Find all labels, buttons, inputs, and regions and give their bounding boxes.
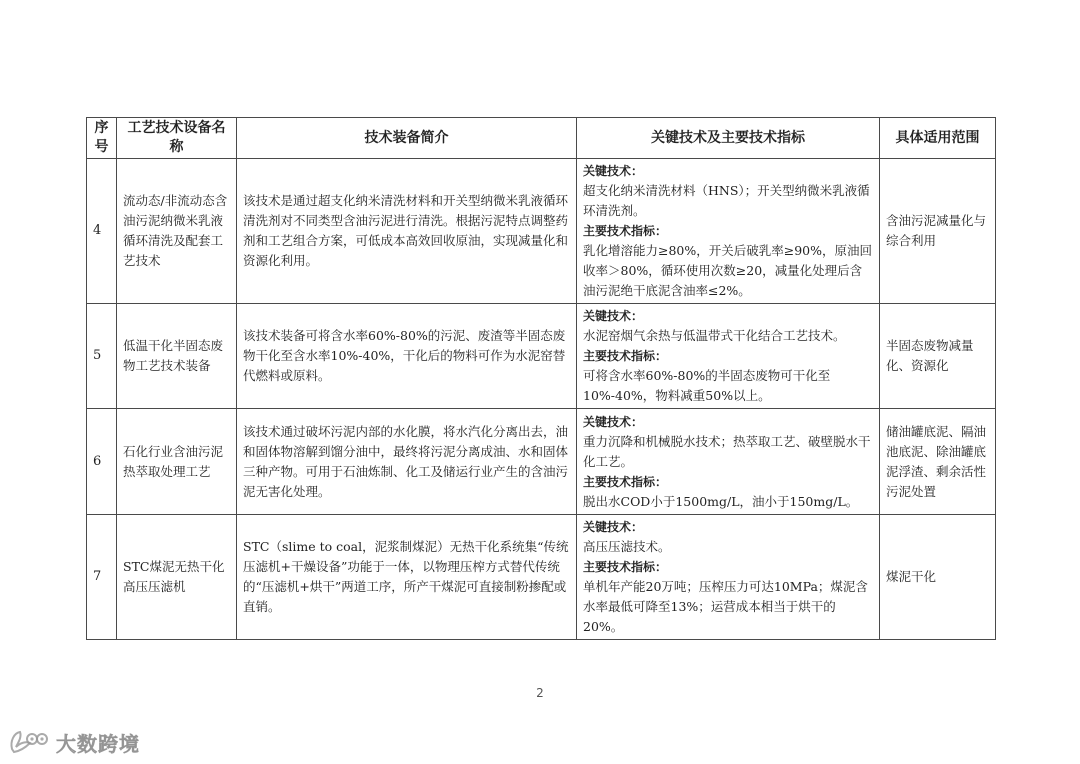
header-intro: 技术装备简介 bbox=[237, 118, 577, 159]
header-key: 关键技术及主要技术指标 bbox=[577, 118, 880, 159]
row-name: 石化行业含油污泥热萃取处理工艺 bbox=[117, 409, 237, 515]
indicator-label: 主要技术指标： bbox=[583, 349, 668, 363]
row-scope: 煤泥干化 bbox=[880, 515, 996, 640]
key-tech-label: 关键技术： bbox=[583, 164, 644, 178]
key-tech-label: 关键技术： bbox=[583, 414, 644, 429]
row-name: STC煤泥无热干化高压压滤机 bbox=[117, 515, 237, 640]
header-scope: 具体适用范围 bbox=[880, 118, 996, 159]
key-tech-text: 水泥窑烟气余热与低温带式干化结合工艺技术。 bbox=[583, 328, 846, 343]
row-number: 5 bbox=[87, 304, 117, 409]
indicator-text: 乳化增溶能力≥80%，开关后破乳率≥90%，原油回收率＞80%，循环使用次数≥20，减量化处理后含油污泥绝干底泥含油率≤2%。 bbox=[583, 243, 873, 298]
row-key-tech bbox=[577, 304, 880, 409]
indicator-label: 主要技术指标： bbox=[583, 224, 668, 238]
watermark-text: 大数跨境 bbox=[56, 731, 140, 756]
indicator-text: 单机年产能20万吨；压榨压力可达10MPa；煤泥含水率最低可降至13%；运营成本相当于烘干的20%。 bbox=[583, 579, 868, 634]
row-number: 7 bbox=[87, 515, 117, 640]
table-row bbox=[87, 159, 996, 304]
key-tech-label: 关键技术： bbox=[583, 520, 644, 534]
indicator-text: 可将含水率60%-80%的半固态废物可干化至10%-40%，物料减重50%以上。 bbox=[583, 368, 831, 403]
row-key-tech bbox=[577, 409, 880, 515]
row-scope: 含油污泥减量化与综合利用 bbox=[880, 159, 996, 304]
table-header-row bbox=[87, 118, 996, 159]
key-tech-label: 关键技术： bbox=[583, 309, 644, 323]
header-name: 工艺技术设备名称 bbox=[117, 118, 237, 159]
row-name: 低温干化半固态废物工艺技术装备 bbox=[117, 304, 237, 409]
row-description: STC（slime to coal，泥浆制煤泥）无热干化系统集“传统压滤机+干燥设备”功能于一体，以物理压榨方式替代传统的“压滤机+烘干”两道工序，所产干煤泥可直接制粉掺配或直销。 bbox=[237, 515, 577, 640]
indicator-text: 脱出水COD小于1500mg/L，油小于150mg/L。 bbox=[583, 493, 859, 509]
table-row bbox=[87, 304, 996, 409]
indicator-label: 主要技术指标： bbox=[583, 474, 668, 489]
row-description: 该技术通过破坏污泥内部的水化膜，将水汽化分离出去，油和固体物溶解到馏分油中，最终将污泥分离成油、水和固体三种产物。可用于石油炼制、化工及储运行业产生的含油污泥无害化处理。 bbox=[237, 409, 577, 515]
key-tech-text: 重力沉降和机械脱水技术；热萃取工艺、破壁脱水干化工艺。 bbox=[583, 433, 871, 469]
row-scope: 储油罐底泥、隔油池底泥、除油罐底泥浮渣、剩余活性污泥处置 bbox=[880, 409, 996, 515]
row-description: 该技术装备可将含水率60%-80%的污泥、废渣等半固态废物干化至含水率10%-40%，干化后的物料可作为水泥窑替代燃料或原料。 bbox=[237, 304, 577, 409]
row-number: 4 bbox=[87, 159, 117, 304]
indicator-label: 主要技术指标： bbox=[583, 560, 668, 574]
key-tech-text: 高压压滤技术。 bbox=[583, 539, 671, 554]
row-key-tech bbox=[577, 515, 880, 640]
header-seq: 序号 bbox=[87, 118, 117, 159]
logo-icon bbox=[8, 727, 52, 757]
row-scope: 半固态废物减量化、资源化 bbox=[880, 304, 996, 409]
row-description: 该技术是通过超支化纳米清洗材料和开关型纳微米乳液循环清洗剂对不同类型含油污泥进行清洗。根据污泥特点调整药剂和工艺组合方案，可低成本高效回收原油，实现减量化和资源化利用。 bbox=[237, 159, 577, 304]
page-number: 2 bbox=[536, 686, 544, 700]
row-key-tech bbox=[577, 159, 880, 304]
table-row bbox=[87, 409, 996, 515]
row-number: 6 bbox=[87, 409, 117, 515]
technology-table bbox=[86, 117, 996, 640]
table-row bbox=[87, 515, 996, 640]
watermark bbox=[8, 726, 140, 758]
key-tech-text: 超支化纳米清洗材料（HNS）；开关型纳微米乳液循环清洗剂。 bbox=[583, 183, 870, 218]
row-name: 流动态/非流动态含油污泥纳微米乳液循环清洗及配套工艺技术 bbox=[117, 159, 237, 304]
